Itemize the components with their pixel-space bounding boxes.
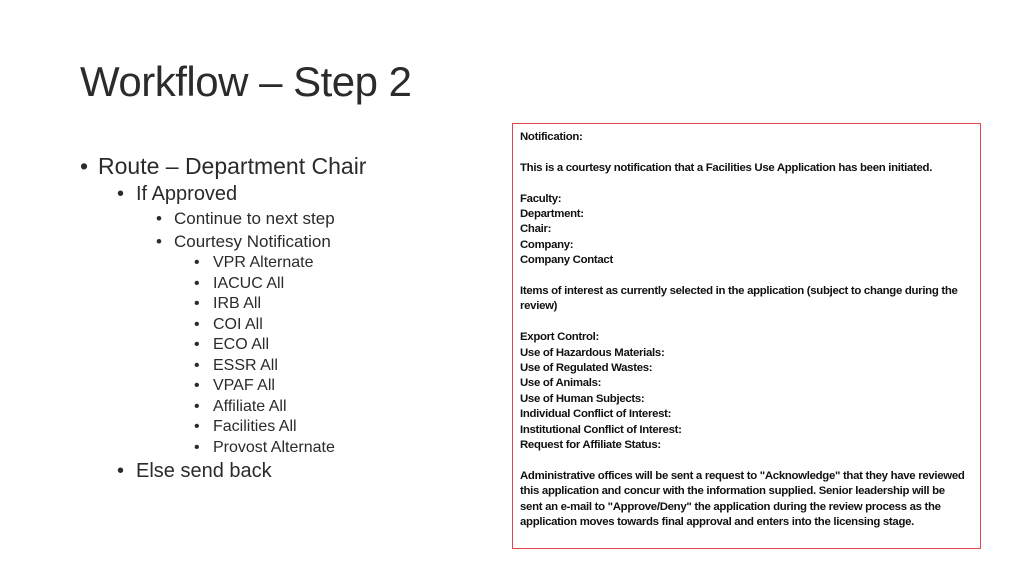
bullet-recipient: • Facilities All [80, 417, 490, 438]
field-department: Department: [520, 208, 584, 220]
bullet-recipient: • ECO All [80, 335, 490, 356]
item-regulated-wastes: Use of Regulated Wastes: [520, 362, 653, 375]
field-company-contact: Company Contact [520, 254, 613, 267]
bullet-recipient: • Provost Alternate [80, 438, 490, 459]
bullet-recipient: • Affiliate All [80, 397, 490, 418]
item-institutional-coi: Institutional Conflict of Interest: [520, 423, 682, 436]
bullet-recipient: • COI All [80, 315, 490, 336]
item-export-control: Export Control: [520, 331, 600, 344]
bullet-courtesy-notification: • Courtesy Notification [80, 230, 490, 253]
bullet-recipient: • ESSR All [80, 356, 490, 377]
slide-title: Workflow – Step 2 [80, 58, 412, 105]
bullet-recipient: • IACUC All [80, 274, 490, 295]
notification-intro: This is a courtesy notification that a Facilities Use Application has been initiated. [520, 161, 933, 174]
item-hazardous-materials: Use of Hazardous Materials: [520, 346, 665, 359]
item-individual-coi: Individual Conflict of Interest: [520, 408, 672, 421]
notification-box [512, 123, 981, 549]
bullet-recipient: • IRB All [80, 294, 490, 315]
bullet-list [80, 151, 490, 484]
item-affiliate-status: Request for Affiliate Status: [520, 439, 661, 452]
bullet-else-send-back: • Else send back [80, 458, 490, 484]
field-faculty: Faculty: [520, 192, 562, 205]
closing-paragraph: Administrative offices will be sent a request to "Acknowledge" that they have reviewed this application and concur with the information supplied. Senior leadership will be sent an e-mail to "Approve/Deny" the application during the review process as the application moves towards final approval and enters into the licensing stage. [520, 469, 965, 529]
item-human-subjects: Use of Human Subjects: [520, 392, 645, 405]
items-of-interest-text: Items of interest as currently selected in the application (subject to change during the review) [520, 285, 958, 313]
notification-heading: Notification: [520, 131, 583, 143]
item-animals: Use of Animals: [520, 377, 602, 390]
bullet-recipient: • VPAF All [80, 376, 490, 397]
field-company: Company: [520, 238, 574, 251]
field-chair: Chair: [520, 223, 552, 236]
bullet-if-approved: • If Approved [80, 181, 490, 207]
bullet-recipient: • VPR Alternate [80, 253, 490, 274]
bullet-continue-next: • Continue to next step [80, 207, 490, 230]
bullet-route: • Route – Department Chair [80, 151, 490, 181]
